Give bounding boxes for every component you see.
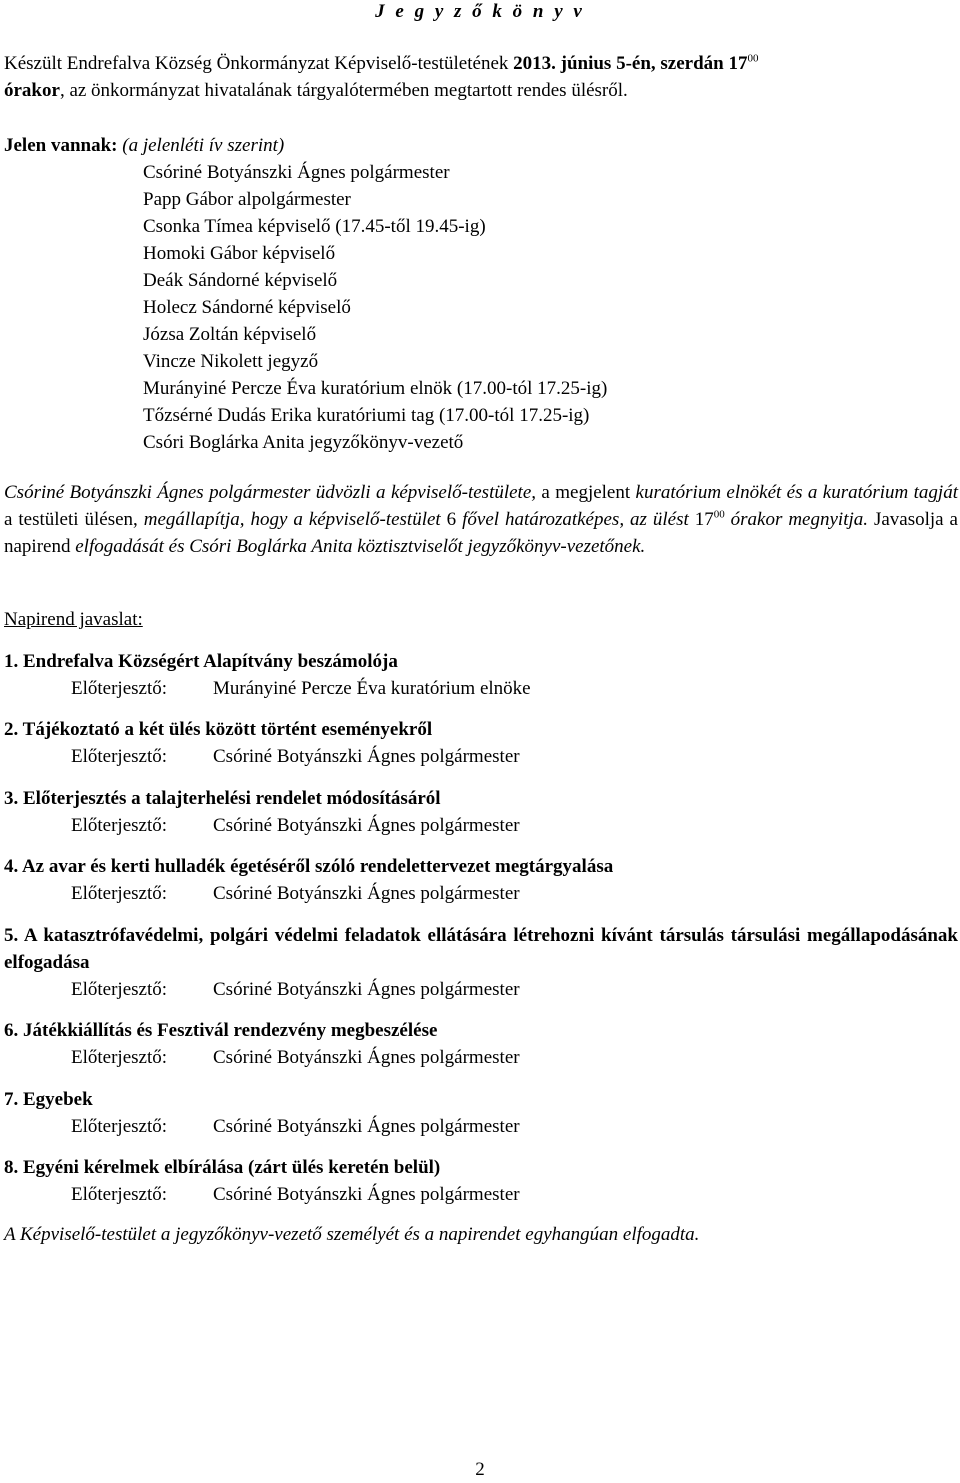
- attendee-item: Vincze Nikolett jegyző: [143, 351, 319, 372]
- intro-paragraph: [4, 50, 958, 104]
- attendee-item: Papp Gábor alpolgármester: [143, 189, 351, 210]
- closing-paragraph: A Képviselő-testület a jegyzőkönyv-vezető személyét és a napirendet egyhangúan elfogadta.: [4, 1224, 700, 1245]
- agenda-item-title: 2. Tájékoztató a két ülés között történt eseményekről: [4, 719, 433, 740]
- opening-text-4: a testületi ülésen,: [4, 509, 144, 530]
- opening-text-7: fővel határozatképes, az ülést: [462, 509, 689, 530]
- agenda-item-2: [4, 716, 958, 770]
- presenter-name: Csóriné Botyánszki Ágnes polgármester: [213, 815, 520, 836]
- agenda-item-presenter: [4, 812, 958, 839]
- agenda-item-presenter: [4, 1181, 958, 1208]
- attendance-list: [4, 159, 958, 456]
- attendee-item: Csóri Boglárka Anita jegyzőkönyv-vezető: [143, 432, 464, 453]
- presenter-label: Előterjesztő:: [71, 815, 168, 836]
- opening-text-1: Csóriné Botyánszki Ágnes polgármester üdvözli a képviselő-testülete,: [4, 482, 537, 503]
- opening-paragraph: [4, 479, 958, 560]
- intro-text: Készült Endrefalva Község Önkormányzat Képviselő-testületének: [4, 53, 514, 74]
- attendance-heading: [4, 132, 958, 159]
- intro-date: 2013. június 5-én, szerdán 17: [513, 53, 748, 74]
- agenda-heading: Napirend javaslat:: [4, 609, 143, 630]
- agenda-item-7: [4, 1086, 958, 1140]
- opening-text-8: 17: [688, 509, 714, 530]
- agenda-item-presenter: [4, 743, 958, 770]
- attendance-note: (a jelenléti ív szerint): [117, 135, 285, 156]
- attendance-section: [4, 132, 958, 456]
- intro-location: , az önkormányzat hivatalának tárgyalótermében megtartott rendes ülésről.: [59, 80, 628, 101]
- attendee-item: Csóriné Botyánszki Ágnes polgármester: [143, 162, 450, 183]
- agenda-item-title: 7. Egyebek: [4, 1089, 93, 1110]
- opening-text-9: órakor megnyitja.: [724, 509, 868, 530]
- agenda-item-6: [4, 1017, 958, 1071]
- presenter-label: Előterjesztő:: [71, 979, 168, 1000]
- agenda-item-1: [4, 648, 958, 702]
- agenda-item-title: 6. Játékkiállítás és Fesztivál rendezvény megbeszélése: [4, 1020, 438, 1041]
- attendance-label: Jelen vannak:: [4, 135, 118, 156]
- presenter-name: Csóriné Botyánszki Ágnes polgármester: [213, 1116, 520, 1137]
- agenda-item-title: 4. Az avar és kerti hulladék égetéséről szóló rendelettervezet megtárgyalása: [4, 856, 614, 877]
- presenter-name: Murányiné Percze Éva kuratórium elnöke: [213, 678, 531, 699]
- opening-text-11: elfogadását és Csóri Boglárka Anita köztisztviselőt jegyzőkönyv-vezetőnek.: [75, 536, 646, 557]
- presenter-label: Előterjesztő:: [71, 1047, 168, 1068]
- document-title: J e g y z ő k ö n y v: [375, 1, 585, 22]
- intro-line-2: [4, 77, 958, 104]
- attendee-item: Homoki Gábor képviselő: [143, 243, 336, 264]
- attendee-item: Holecz Sándorné képviselő: [143, 297, 351, 318]
- attendee-item: Deák Sándorné képviselő: [143, 270, 338, 291]
- opening-text-2: a megjelent: [536, 482, 636, 503]
- agenda-item-presenter: [4, 880, 958, 907]
- agenda-item-presenter: [4, 675, 958, 702]
- presenter-label: Előterjesztő:: [71, 678, 168, 699]
- agenda-item-presenter: [4, 976, 958, 1003]
- presenter-name: Csóriné Botyánszki Ágnes polgármester: [213, 1184, 520, 1205]
- opening-text-5: megállapítja, hogy a képviselő-testület: [143, 509, 441, 530]
- intro-line-1: [4, 50, 958, 77]
- attendee-item: Csonka Tímea képviselő (17.45-től 19.45-ig): [143, 216, 486, 237]
- agenda-item-presenter: [4, 1113, 958, 1140]
- agenda-item-title: 3. Előterjesztés a talajterhelési rendelet módosításáról: [4, 788, 441, 809]
- intro-time-word: órakor: [4, 80, 60, 101]
- presenter-label: Előterjesztő:: [71, 746, 168, 767]
- agenda-item-5: [4, 922, 958, 1003]
- presenter-name: Csóriné Botyánszki Ágnes polgármester: [213, 979, 520, 1000]
- presenter-label: Előterjesztő:: [71, 883, 168, 904]
- agenda-item-title: 1. Endrefalva Községért Alapítvány beszámolója: [4, 651, 398, 672]
- intro-time-superscript: 00: [747, 52, 759, 65]
- agenda-item-presenter: [4, 1044, 958, 1071]
- presenter-name: Csóriné Botyánszki Ágnes polgármester: [213, 1047, 520, 1068]
- page-number: 2: [475, 1459, 485, 1480]
- attendee-item: Tőzsérné Dudás Erika kuratóriumi tag (17.00-tól 17.25-ig): [143, 405, 590, 426]
- agenda-item-8: [4, 1154, 958, 1208]
- presenter-name: Csóriné Botyánszki Ágnes polgármester: [213, 883, 520, 904]
- agenda-item-4: [4, 853, 958, 907]
- presenter-name: Csóriné Botyánszki Ágnes polgármester: [213, 746, 520, 767]
- agenda-item-title: 5. A katasztrófavédelmi, polgári védelmi feladatok ellátására létrehozni kívánt társulás társulási megállapodásának elfogadása: [4, 925, 958, 973]
- opening-text-6: 6: [440, 509, 463, 530]
- agenda-item-3: [4, 785, 958, 839]
- opening-time-superscript: 00: [713, 508, 725, 521]
- presenter-label: Előterjesztő:: [71, 1184, 168, 1205]
- presenter-label: Előterjesztő:: [71, 1116, 168, 1137]
- agenda-item-title: 8. Egyéni kérelmek elbírálása (zárt ülés keretén belül): [4, 1157, 441, 1178]
- opening-text-10: Javasolja a napirend: [4, 509, 958, 557]
- attendee-item: Murányiné Percze Éva kuratórium elnök (17.00-tól 17.25-ig): [143, 378, 608, 399]
- opening-text-3: kuratórium elnökét és a kuratórium tagját: [635, 482, 958, 503]
- attendee-item: Józsa Zoltán képviselő: [143, 324, 317, 345]
